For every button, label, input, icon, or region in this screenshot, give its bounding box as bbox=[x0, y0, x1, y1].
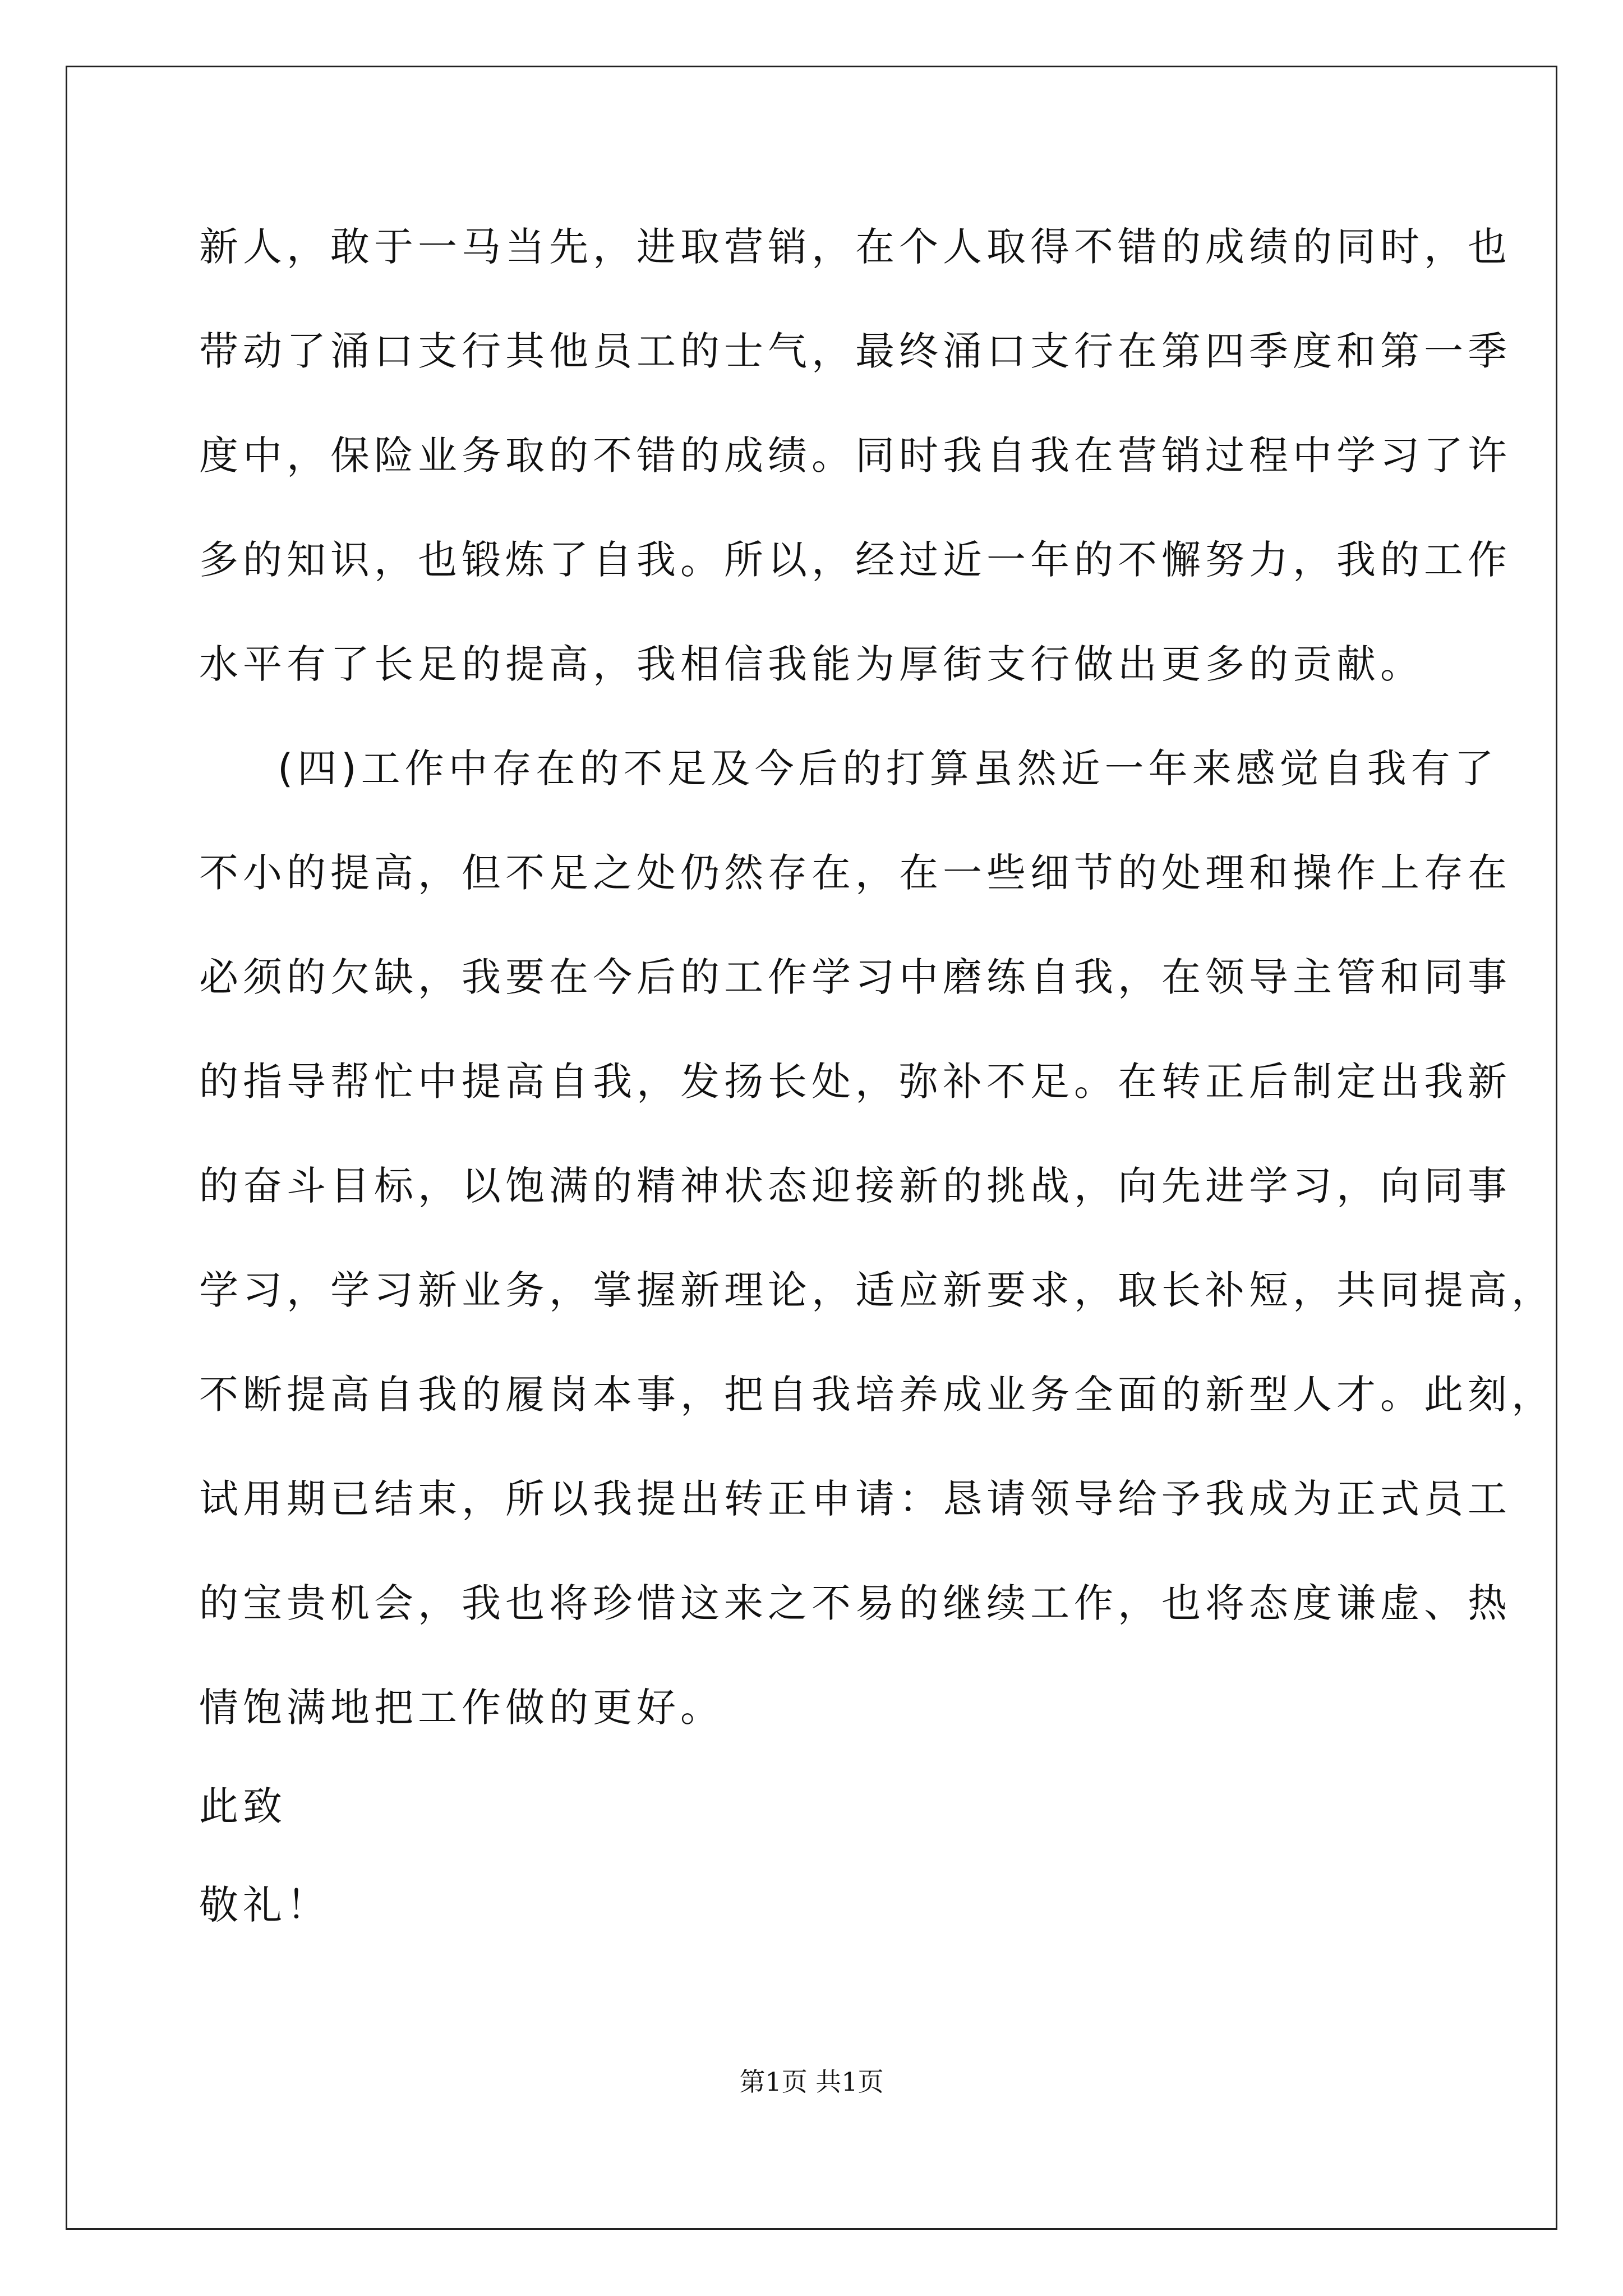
text-line: 不小的提高，但不足之处仍然存在，在一些细节的处理和操作上存在 bbox=[199, 850, 1511, 896]
text-line: 的指导帮忙中提高自我，发扬长处，弥补不足。在转正后制定出我新 bbox=[199, 1059, 1511, 1105]
text-line: 多的知识，也锻炼了自我。所以，经过近一年的不懈努力，我的工作 bbox=[199, 537, 1511, 583]
closing-salutation: 此致 bbox=[199, 1783, 287, 1829]
text-line: 试用期已结束，所以我提出转正申请：恳请领导给予我成为正式员工 bbox=[199, 1476, 1511, 1522]
text-line: 新人，敢于一马当先，进取营销，在个人取得不错的成绩的同时，也 bbox=[199, 224, 1511, 270]
text-line: 学习，学习新业务，掌握新理论，适应新要求，取长补短，共同提高， bbox=[199, 1267, 1555, 1313]
text-line: 必须的欠缺，我要在今后的工作学习中磨练自我，在领导主管和同事 bbox=[199, 954, 1511, 1000]
text-line: 情饱满地把工作做的更好。 bbox=[199, 1685, 724, 1731]
paragraph-start-line: (四)工作中存在的不足及今后的打算虽然近一年来感觉自我有了 bbox=[278, 746, 1498, 792]
text-line: 水平有了长足的提高，我相信我能为厚街支行做出更多的贡献。 bbox=[199, 641, 1424, 687]
text-line: 的宝贵机会，我也将珍惜这来之不易的继续工作，也将态度谦虚、热 bbox=[199, 1580, 1511, 1626]
text-line: 度中，保险业务取的不错的成绩。同时我自我在营销过程中学习了许 bbox=[199, 432, 1511, 478]
text-line: 不断提高自我的履岗本事，把自我培养成业务全面的新型人才。此刻， bbox=[199, 1372, 1555, 1418]
document-body bbox=[199, 213, 1555, 1976]
closing-regards: 敬礼！ bbox=[199, 1882, 330, 1928]
page-number: 第1页 共1页 bbox=[739, 2067, 884, 2097]
text-line: 带动了涌口支行其他员工的士气，最终涌口支行在第四季度和第一季 bbox=[199, 328, 1511, 374]
text-line: 的奋斗目标，以饱满的精神状态迎接新的挑战，向先进学习，向同事 bbox=[199, 1163, 1511, 1209]
